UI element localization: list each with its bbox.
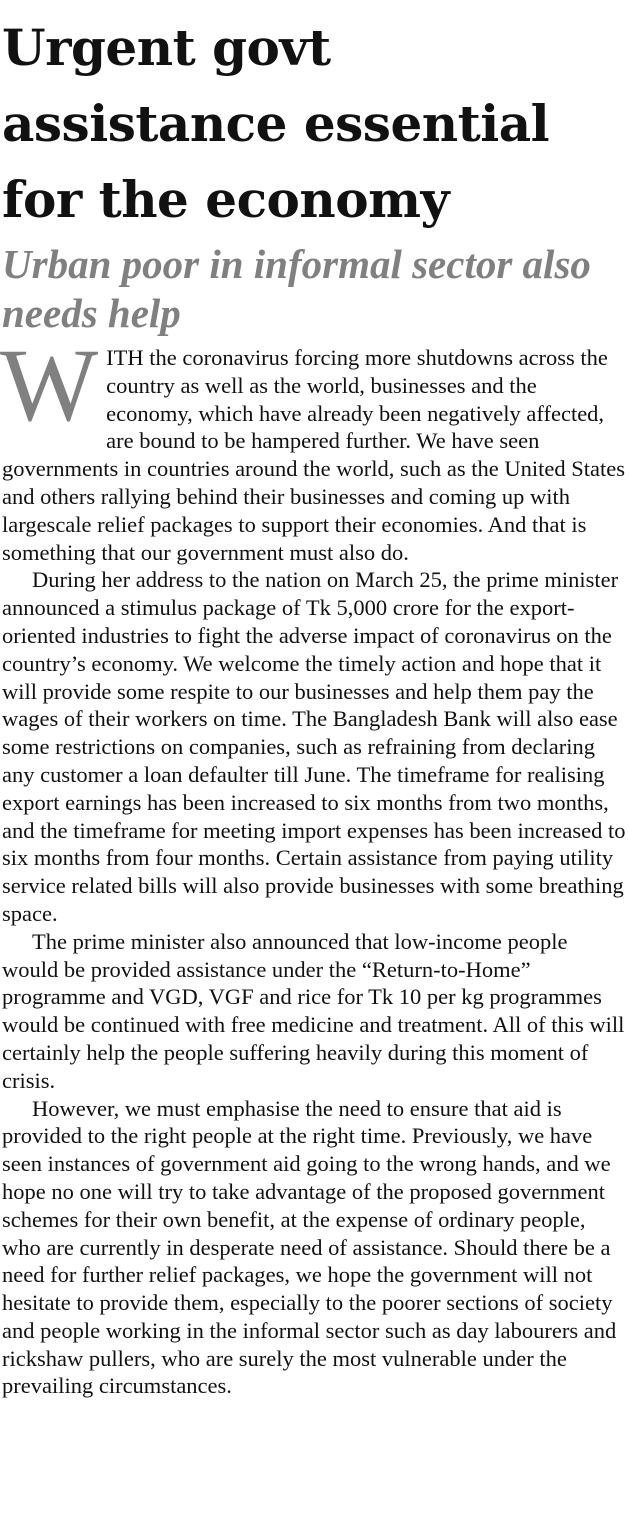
editorial-article (2, 10, 627, 1400)
paragraph-3: The prime minister also announced that low-income people would be provided assistance under the “Return-to-Home” programme and VGD, VGF and rice for Tk 10 per kg programmes would be continued with free medicine and treatment. All of this will certainly help the people suffering heavily during this moment of crisis. (2, 928, 625, 1093)
headline: Urgent govt assistance essential for the economy (2, 18, 550, 229)
article-body (0, 328, 627, 1400)
paragraph-4: However, we must emphasise the need to ensure that aid is provided to the right people at the right time. Previously, we have seen instances of government aid going to the wrong hands, and we hope no one will try to take advantage of the proposed government schemes for their own benefit, at the expense of ordinary people, who are currently in desperate need of assistance. Should there be a need for further relief packages, we hope the government will not hesitate to provide them, especially to the poorer sections of society and people working in the informal sector such as day labourers and rickshaw pullers, who are surely the most vulnerable under the prevailing circumstances. (2, 1095, 617, 1399)
subheadline: Urban poor in informal sector also needs help (2, 241, 591, 336)
paragraph-1-text: ITH the coronavirus forcing more shutdowns across the country as well as the world, businesses and the economy, which have already been negatively affected, are bound to be hampered further. We have seen governments in countries around the world, such as the United States and others rallying behind their businesses and coming up with largescale relief packages to support their economies. And that is something that our government must also do. (2, 345, 625, 565)
drop-cap: W (0, 328, 99, 443)
paragraph-1 (0, 328, 627, 566)
paragraph-2: During her address to the nation on March 25, the prime minister announced a stimulus package of Tk 5,000 crore for the export-oriented industries to fight the adverse impact of coronavirus on the country’s economy. We welcome the timely action and hope that it will provide some respite to our businesses and help them pay the wages of their workers on time. The Bangladesh Bank will also ease some restrictions on companies, such as refraining from declaring any customer a loan defaulter till June. The timeframe for realising export earnings has been increased to six months from two months, and the timeframe for meeting import expenses has been increased to six months from four months. Certain assistance from paying utility service related bills will also provide businesses with some breathing space. (2, 567, 626, 926)
